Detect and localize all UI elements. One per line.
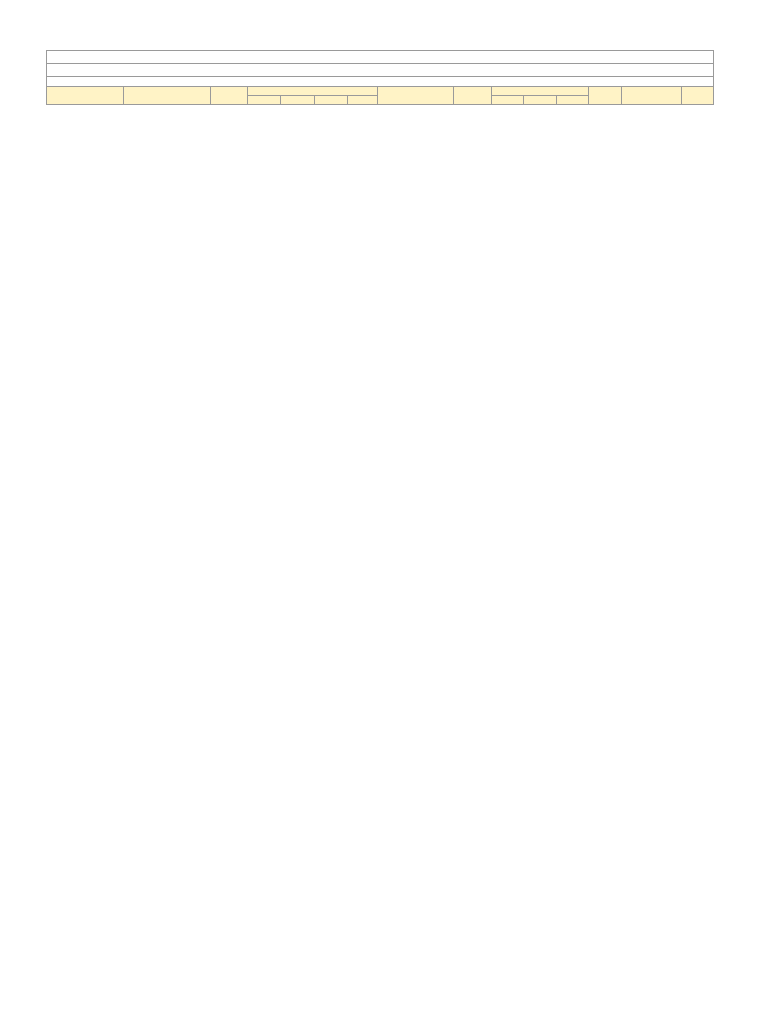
col-man	[247, 96, 280, 105]
col-total	[589, 87, 621, 105]
col-width	[491, 96, 523, 105]
col-dimension	[491, 87, 588, 96]
col-pw	[281, 96, 314, 105]
col-circulation	[247, 87, 378, 96]
col-ped	[314, 96, 347, 105]
col-quantity	[454, 87, 492, 105]
sheet-subtitle	[47, 64, 714, 77]
spacer-row	[47, 77, 714, 87]
sheet-title	[47, 51, 714, 64]
col-length	[524, 96, 556, 105]
space-programming-table	[46, 50, 714, 105]
col-grand-total	[682, 87, 714, 105]
page-gap	[0, 486, 768, 586]
col-no-of-users	[211, 87, 247, 105]
col-circ-total	[347, 96, 377, 105]
col-furniture-fixture	[378, 87, 454, 105]
col-circulation-pct	[621, 87, 682, 105]
col-user-description	[124, 87, 211, 105]
col-space	[47, 87, 124, 105]
col-dim-total	[556, 96, 588, 105]
